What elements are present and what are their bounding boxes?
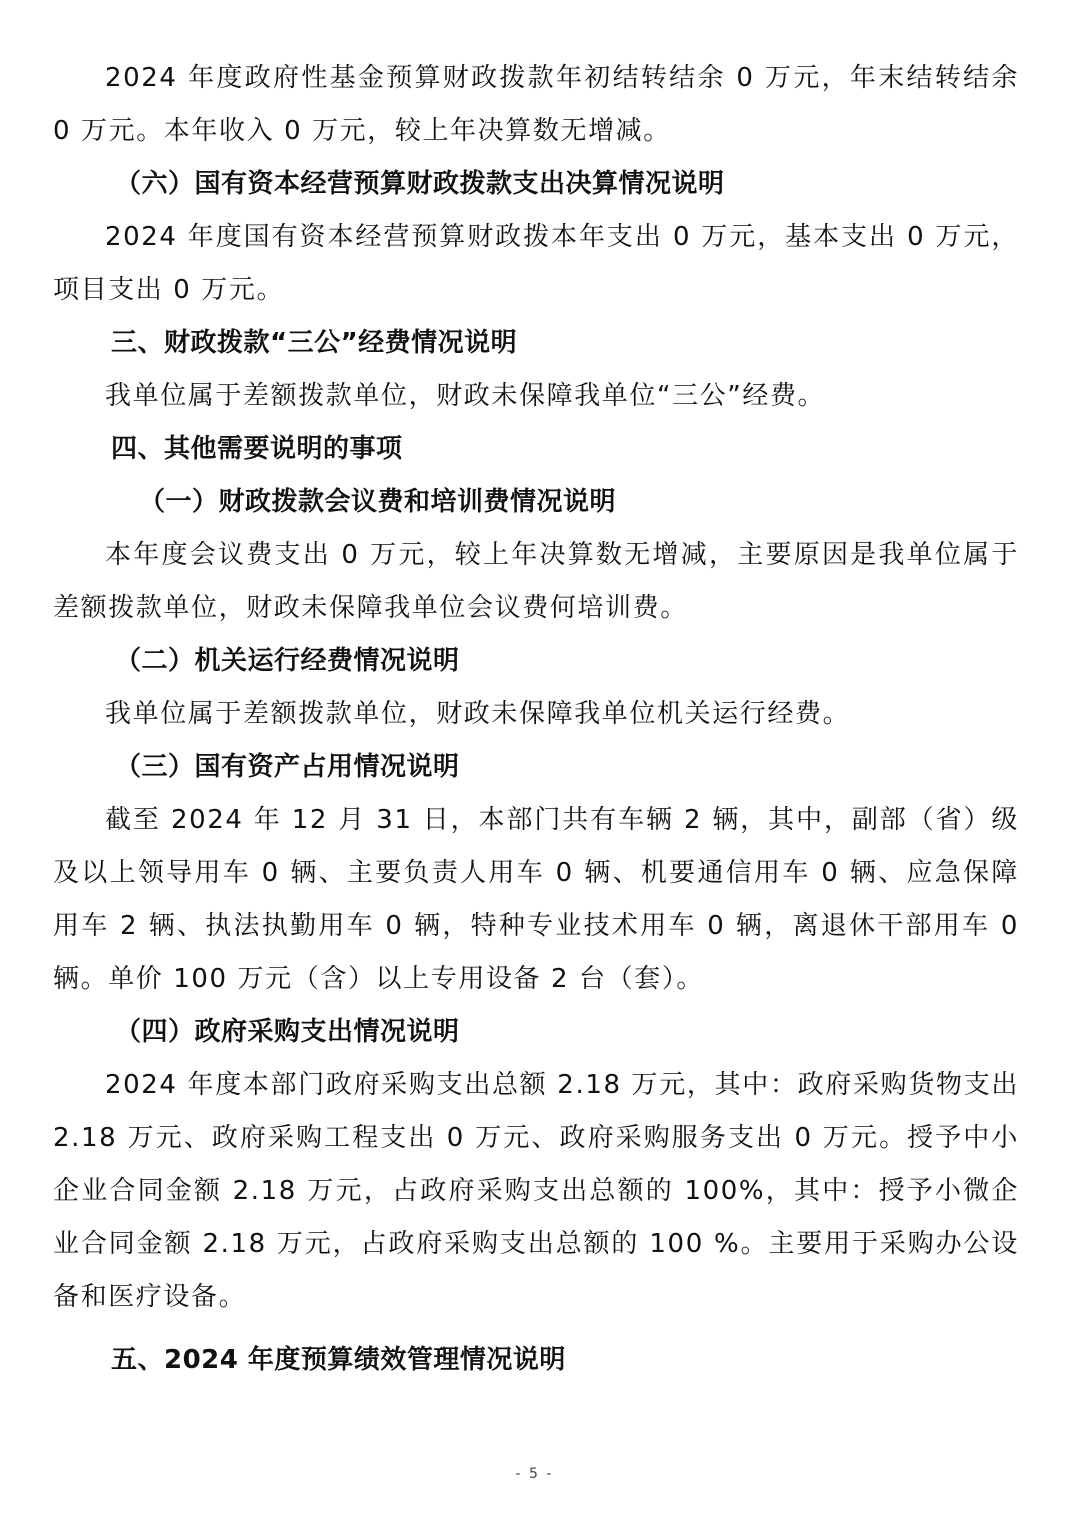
paragraph-state-capital: 2024 年度国有资本经营预算财政拨本年支出 0 万元，基本支出 0 万元，项目支出 0 万元。 (53, 222, 1019, 305)
document-body (53, 52, 1019, 1387)
heading-three-public: 三、财政拨款“三公”经费情况说明 (111, 328, 518, 358)
page-number: - 5 - (515, 1466, 554, 1482)
heading-procurement: （四）政府采购支出情况说明 (115, 1017, 460, 1047)
paragraph-state-assets: 截至 2024 年 12 月 31 日，本部门共有车辆 2 辆，其中，副部（省）级及以上领导用车 0 辆、主要负责人用车 0 辆、机要通信用车 0 辆、应急保障用车 2 辆、执法执勤用车 0 辆，特种专业技术用车 0 辆，离退休干部用车 0 辆。单价 100 万元（含）以上专用设备 2 台（套）。 (53, 805, 1019, 994)
heading-operating-funds: （二）机关运行经费情况说明 (115, 646, 460, 676)
paragraph-operating-funds: 我单位属于差额拨款单位，财政未保障我单位机关运行经费。 (105, 699, 851, 729)
paragraph-meeting-training: 本年度会议费支出 0 万元，较上年决算数无增减，主要原因是我单位属于差额拨款单位，财政未保障我单位会议费何培训费。 (53, 540, 1019, 623)
heading-meeting-training: （一）财政拨款会议费和培训费情况说明 (139, 487, 617, 517)
heading-state-capital: （六）国有资本经营预算财政拨款支出决算情况说明 (115, 169, 725, 199)
paragraph-fund-budget: 2024 年度政府性基金预算财政拨款年初结转结余 0 万元，年末结转结余 0 万元。本年收入 0 万元，较上年决算数无增减。 (53, 63, 1019, 146)
heading-state-assets: （三）国有资产占用情况说明 (115, 752, 460, 782)
heading-performance: 五、2024 年度预算绩效管理情况说明 (111, 1345, 566, 1375)
paragraph-procurement: 2024 年度本部门政府采购支出总额 2.18 万元，其中：政府采购货物支出 2.18 万元、政府采购工程支出 0 万元、政府采购服务支出 0 万元。授予中小企业合同金额 2.18 万元，占政府采购支出总额的 100%，其中：授予小微企业合同金额 2.18 万元，占政府采购支出总额的 100 %。主要用于采购办公设备和医疗设备。 (53, 1070, 1019, 1312)
heading-other-matters: 四、其他需要说明的事项 (111, 434, 403, 464)
paragraph-three-public: 我单位属于差额拨款单位，财政未保障我单位“三公”经费。 (105, 381, 826, 411)
